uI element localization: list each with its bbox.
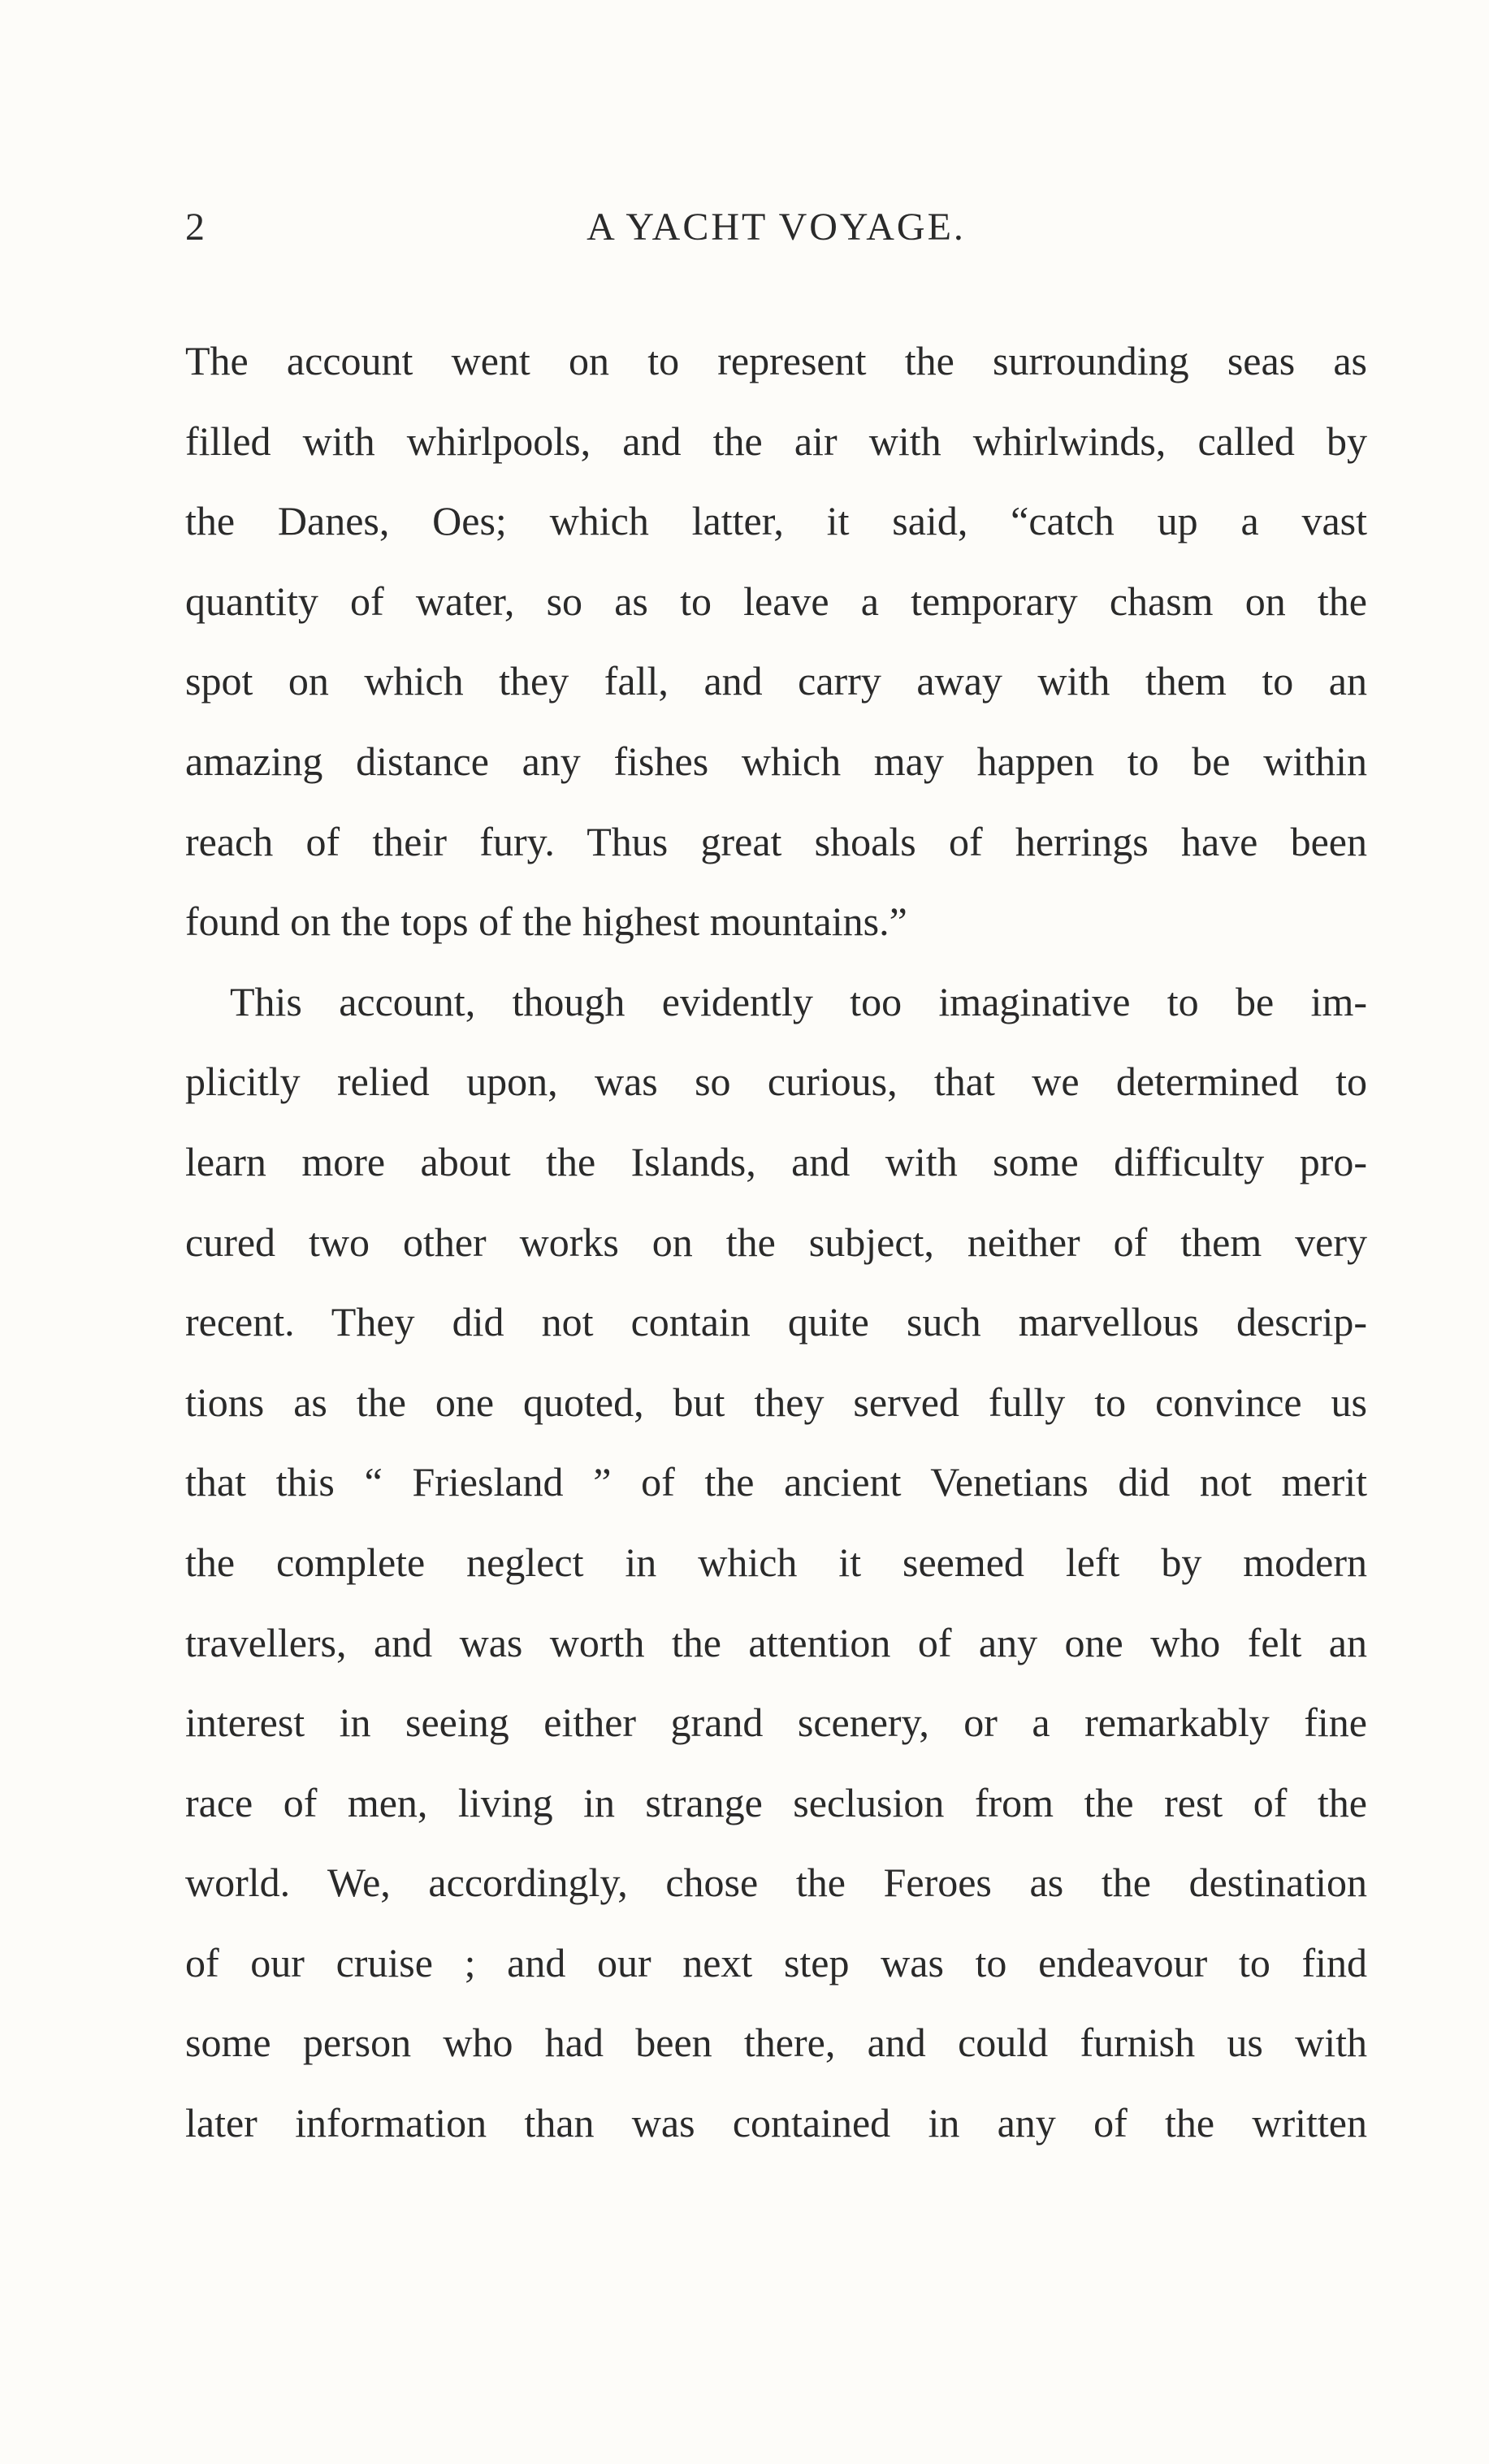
text-line: This account, though evidently too imaginative to be im- — [230, 978, 1367, 1024]
text-line: the complete neglect in which it seemed left by modern — [185, 1539, 1367, 1585]
text-line: plicitly relied upon, was so curious, that we determined to — [185, 1059, 1367, 1105]
text-line: amazing distance any fishes which may happen to be within — [185, 738, 1367, 784]
running-head — [185, 205, 1367, 253]
text-line: interest in seeing either grand scenery, or a remarkably fine — [185, 1700, 1367, 1746]
text-line: reach of their fury. Thus great shoals of herrings have been — [185, 818, 1367, 864]
text-line: race of men, living in strange seclusion from the rest of the — [185, 1779, 1367, 1825]
text-line: found on the tops of the highest mountains.” — [185, 899, 907, 945]
text-line: some person who had been there, and could furnish us with — [185, 2020, 1367, 2066]
page-number: 2 — [185, 206, 206, 249]
text-line: filled with whirlpools, and the air with whirlwinds, called by — [185, 418, 1367, 464]
text-line: learn more about the Islands, and with some difficulty pro- — [185, 1138, 1367, 1184]
text-line: quantity of water, so as to leave a temporary chasm on the — [185, 578, 1367, 624]
text-line: cured two other works on the subject, neither of them very — [185, 1219, 1367, 1265]
text-line: recent. They did not contain quite such marvellous descrip- — [185, 1299, 1367, 1345]
text-line: tions as the one quoted, but they served fully to convince us — [185, 1379, 1367, 1425]
body-text — [185, 321, 1367, 2163]
text-line: the Danes, Oes; which latter, it said, “catch up a vast — [185, 498, 1367, 544]
text-line: that this “ Friesland ” of the ancient Venetians did not merit — [185, 1459, 1367, 1505]
text-line: travellers, and was worth the attention of any one who felt an — [185, 1619, 1367, 1665]
running-title: A YACHT VOYAGE. — [587, 206, 966, 249]
text-line: The account went on to represent the surrounding seas as — [185, 338, 1367, 383]
text-line: spot on which they fall, and carry away with them to an — [185, 658, 1367, 704]
text-line: world. We, accordingly, chose the Feroes as the destination — [185, 1860, 1367, 1906]
text-line: of our cruise ; and our next step was to endeavour to find — [185, 1939, 1367, 1985]
text-line: later information than was contained in any of the written — [185, 2100, 1367, 2146]
